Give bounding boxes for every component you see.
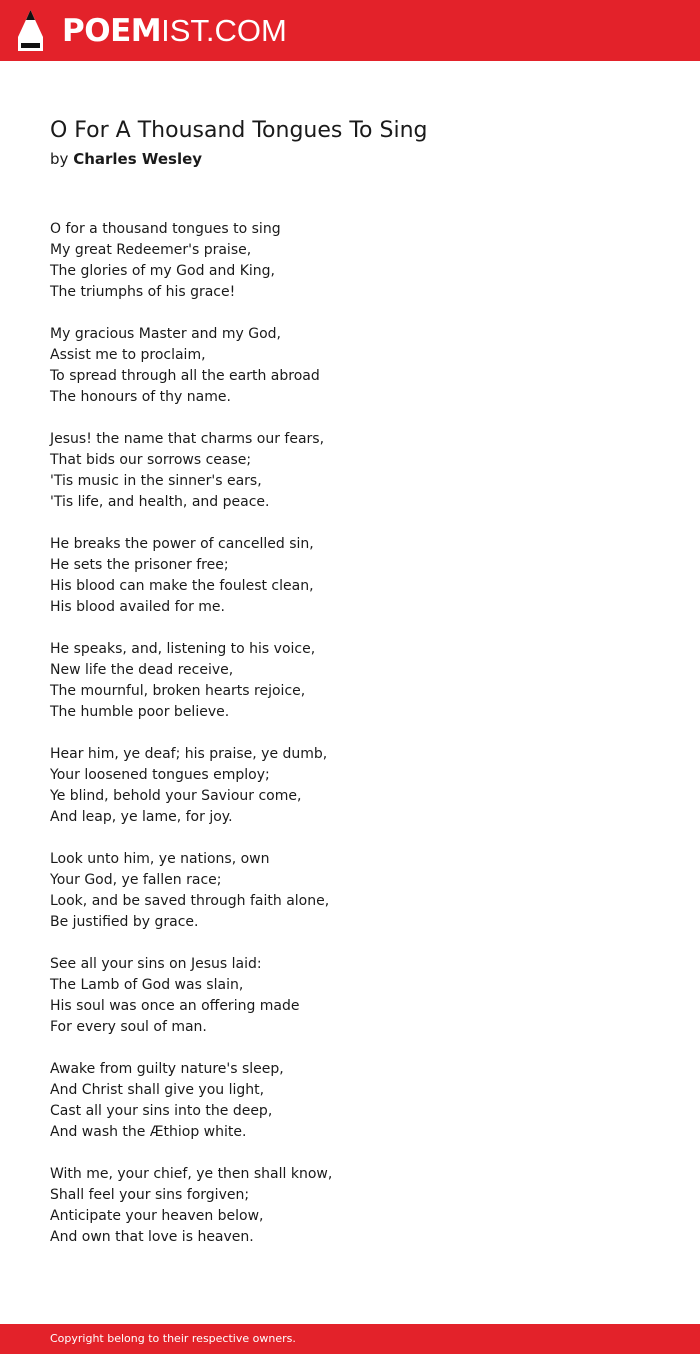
byline-prefix: by [50,150,69,168]
byline [50,148,202,170]
poem-line: The mournful, broken hearts rejoice, [50,683,306,699]
poem-line: And wash the Æthiop white. [50,1124,247,1140]
stanza [50,534,650,618]
poem-line: Be justified by grace. [50,914,199,930]
stanza [50,639,650,723]
poem-line: Look, and be saved through faith alone, [50,893,330,909]
poem-title: O For A Thousand Tongues To Sing [50,118,428,143]
stanza [50,219,650,303]
poem-line: The glories of my God and King, [50,263,275,279]
poem-line: His blood availed for me. [50,599,225,615]
poem-line: And Christ shall give you light, [50,1082,265,1098]
copyright-notice: Copyright belong to their respective owners. [50,1332,296,1345]
poem-line: Hear him, ye deaf; his praise, ye dumb, [50,746,328,762]
poem-line: His blood can make the foulest clean, [50,578,314,594]
stanza [50,324,650,408]
poem-body [50,219,650,1269]
poem-line: The Lamb of God was slain, [50,977,244,993]
poem-line: Look unto him, ye nations, own [50,851,270,867]
poem-line: Your God, ye fallen race; [50,872,222,888]
poem-line: Ye blind, behold your Saviour come, [50,788,302,804]
stanza [50,1164,650,1248]
poem-line: And own that love is heaven. [50,1229,254,1245]
poem-line: Jesus! the name that charms our fears, [50,431,325,447]
site-footer [0,1324,700,1354]
poem-line: 'Tis music in the sinner's ears, [50,473,262,489]
poem-line: For every soul of man. [50,1019,207,1035]
logo-light-text: IST.COM [161,13,287,48]
poem-line: The honours of thy name. [50,389,231,405]
poem-line: My great Redeemer's praise, [50,242,252,258]
site-header [0,0,700,61]
poem-line: The humble poor believe. [50,704,230,720]
poem-line: And leap, ye lame, for joy. [50,809,233,825]
poem-line: New life the dead receive, [50,662,234,678]
site-logo[interactable] [62,11,287,51]
poem-line: He sets the prisoner free; [50,557,229,573]
stanza [50,744,650,828]
poem-line: Awake from guilty nature's sleep, [50,1061,284,1077]
stanza [50,1059,650,1143]
poem-line: My gracious Master and my God, [50,326,281,342]
poem-line: He speaks, and, listening to his voice, [50,641,316,657]
stanza [50,849,650,933]
poem-line: Cast all your sins into the deep, [50,1103,273,1119]
poem-line: To spread through all the earth abroad [50,368,320,384]
poem-line: That bids our sorrows cease; [50,452,252,468]
poem-line: Assist me to proclaim, [50,347,206,363]
author-name: Charles Wesley [73,150,203,168]
poem-line: Anticipate your heaven below, [50,1208,264,1224]
poem-line: Your loosened tongues employ; [50,767,270,783]
pencil-tip-icon [18,10,43,51]
stanza [50,429,650,513]
poem-line: O for a thousand tongues to sing [50,221,281,237]
poem-line: He breaks the power of cancelled sin, [50,536,314,552]
poem-line: With me, your chief, ye then shall know, [50,1166,333,1182]
poem-line: His soul was once an offering made [50,998,300,1014]
logo-bold-text: POEM [62,13,162,49]
stanza [50,954,650,1038]
poem-line: Shall feel your sins forgiven; [50,1187,250,1203]
poem-line: See all your sins on Jesus laid: [50,956,262,972]
poem-line: The triumphs of his grace! [50,284,236,300]
poem-line: 'Tis life, and health, and peace. [50,494,270,510]
